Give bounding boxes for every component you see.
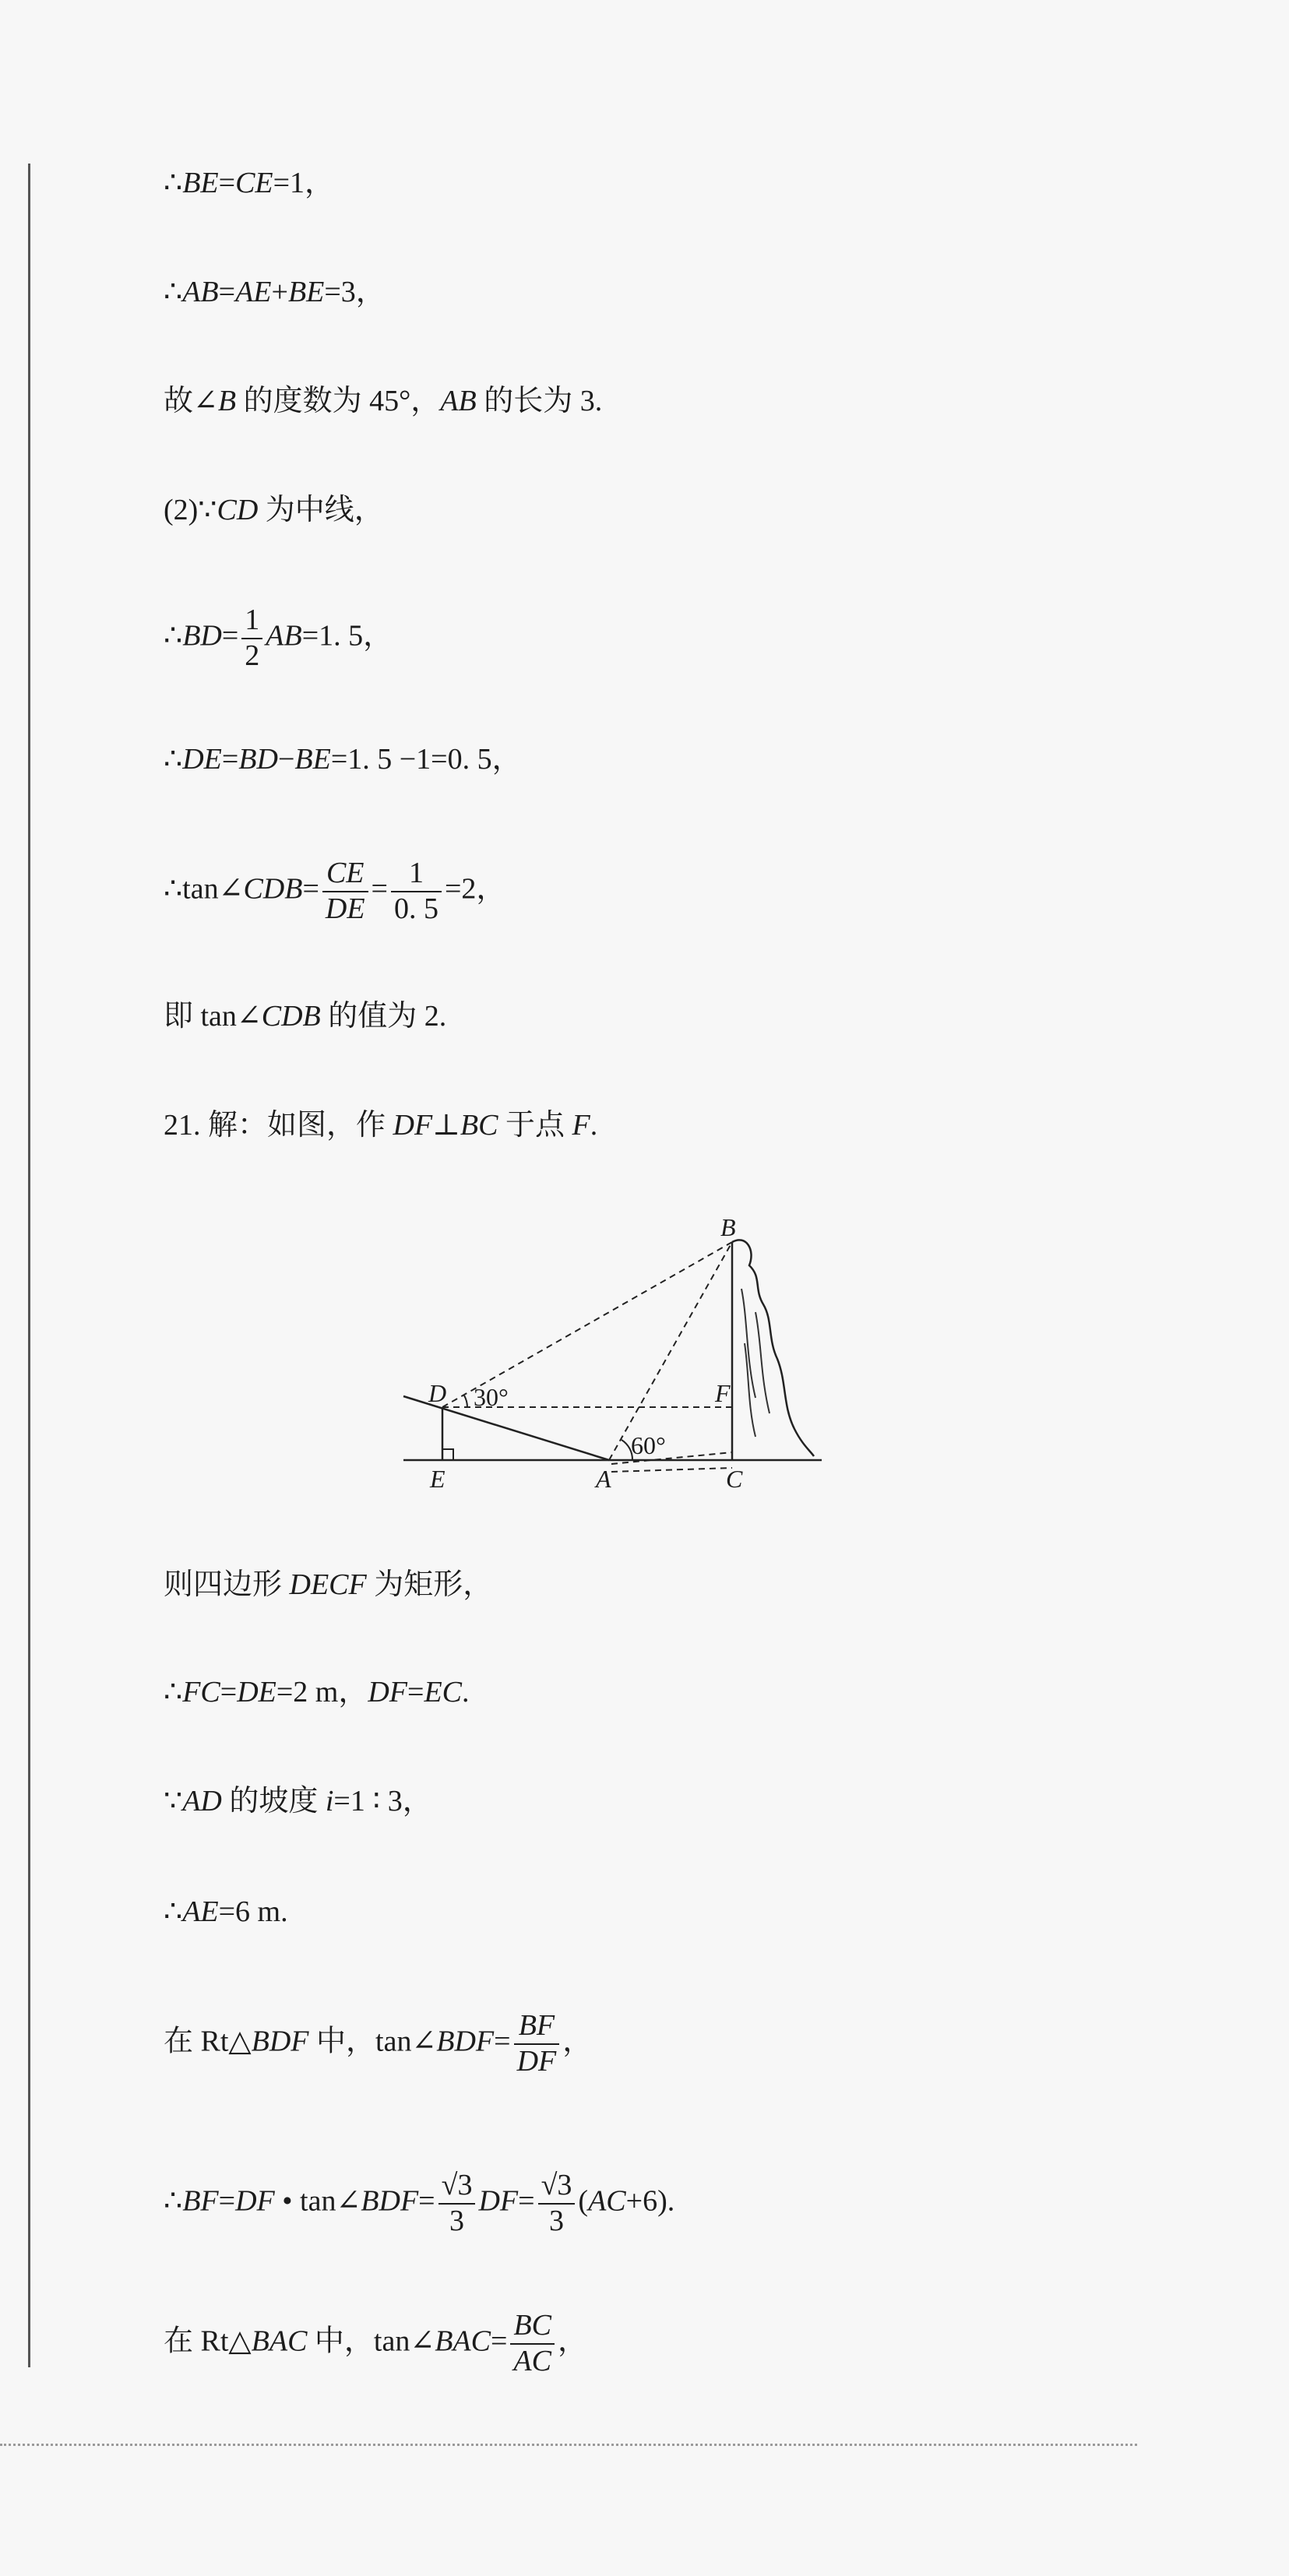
denominator: 3: [449, 2204, 465, 2237]
solution-line-5: [164, 604, 393, 673]
angle-arc-30: [464, 1395, 467, 1407]
text: =1. 5 −1=0. 5，: [330, 743, 522, 776]
text: 为矩形，: [366, 1568, 493, 1601]
text: =: [494, 2025, 511, 2058]
numerator: 1: [241, 604, 262, 639]
text: i: [325, 1785, 334, 1818]
denominator: DE: [325, 892, 365, 925]
text: =: [220, 1676, 238, 1709]
text: 则四边形: [164, 1568, 290, 1601]
text: ∴: [164, 1676, 183, 1709]
text: B: [217, 385, 237, 417]
text: DF: [368, 1676, 407, 1709]
fraction: [514, 2009, 560, 2078]
text: 故∠: [164, 385, 218, 417]
text: CE: [235, 167, 273, 199]
text: 为中线，: [258, 494, 384, 526]
text: =: [518, 2184, 535, 2218]
text: 即 tan∠: [164, 1000, 262, 1033]
text: ∴: [164, 167, 183, 199]
solution-line-1: [164, 164, 334, 202]
text: BF: [182, 2184, 219, 2218]
geometry-figure: [389, 1203, 841, 1499]
text: 在 Rt△: [164, 2324, 252, 2358]
denominator: 0. 5: [393, 892, 438, 925]
text: =3，: [324, 276, 386, 308]
text: AB: [182, 276, 219, 308]
text: AE: [182, 1895, 219, 1928]
fraction: [510, 2309, 555, 2378]
numerator: BF: [514, 2009, 560, 2045]
text: DF: [393, 1109, 433, 1142]
label-c: C: [726, 1465, 743, 1493]
text: BAC: [251, 2324, 308, 2358]
text: =: [218, 276, 236, 308]
text: =: [490, 2324, 508, 2358]
solution-line-16: [164, 2309, 587, 2378]
text: =1. 5，: [301, 619, 393, 653]
text: .: [590, 1109, 598, 1142]
dashed-ground-2: [611, 1468, 732, 1472]
text: =: [407, 1676, 424, 1709]
text: AC: [588, 2184, 626, 2218]
text: (: [578, 2184, 589, 2218]
text: BD: [238, 743, 278, 776]
text: =1 ∶ 3，: [333, 1785, 432, 1818]
text: 的度数为 45°，: [236, 385, 441, 417]
solution-line-2: [164, 273, 386, 311]
problem-21-heading: [164, 1106, 597, 1145]
text: ，: [557, 2324, 587, 2358]
text: ⊥: [432, 1109, 460, 1142]
label-a: A: [596, 1465, 611, 1493]
bottom-dotted-line: [0, 2444, 1137, 2446]
solution-line-13: [164, 1892, 288, 1931]
label-d: D: [428, 1379, 447, 1407]
fraction: [538, 2169, 576, 2238]
text: BDF: [251, 2025, 309, 2058]
angle-label-60: 60°: [631, 1431, 666, 1459]
solution-line-14: [164, 2009, 592, 2078]
numerator: CE: [322, 857, 368, 892]
fraction: [438, 2169, 476, 2238]
text: ∴: [164, 2184, 183, 2218]
text: =: [302, 872, 319, 906]
text: DE: [182, 743, 222, 776]
numerator: 1: [391, 857, 442, 892]
text: F: [572, 1109, 590, 1142]
label-b: B: [720, 1213, 736, 1241]
cliff-outline: [732, 1240, 814, 1456]
text: =: [221, 743, 239, 776]
text: ∴: [164, 743, 183, 776]
numerator: √3: [438, 2169, 476, 2205]
numerator: √3: [538, 2169, 576, 2205]
text: AD: [182, 1785, 222, 1818]
text: BE: [182, 167, 219, 199]
text: AE: [235, 276, 272, 308]
text: CDB: [261, 1000, 321, 1033]
text: +6).: [625, 2184, 675, 2218]
text: BDF: [436, 2025, 495, 2058]
dashed-ground-1: [611, 1452, 732, 1464]
text: DECF: [289, 1568, 367, 1601]
solution-line-7: [164, 857, 505, 926]
text: .: [462, 1676, 470, 1709]
solution-line-15: [164, 2169, 674, 2238]
angle-label-30: 30°: [474, 1383, 509, 1411]
text: CDB: [243, 872, 303, 906]
text: =: [221, 619, 239, 653]
text: =: [418, 2184, 435, 2218]
text: AB: [440, 385, 477, 417]
text: (2)∵: [164, 494, 217, 526]
text: 21. 解：如图，作: [164, 1109, 393, 1142]
text: EC: [424, 1676, 462, 1709]
numerator: BC: [510, 2309, 555, 2345]
denominator: DF: [516, 2044, 557, 2078]
text: DF: [478, 2184, 519, 2218]
text: ∵: [164, 1785, 183, 1818]
text: ，: [562, 2025, 593, 2058]
text: =2，: [444, 872, 506, 906]
text: 于点: [498, 1109, 572, 1142]
text: 的值为 2.: [320, 1000, 447, 1033]
text: 中，tan∠: [308, 2025, 437, 2058]
text: BE: [294, 743, 331, 776]
fraction: [322, 857, 368, 926]
text: =: [371, 872, 388, 906]
text: CD: [217, 494, 259, 526]
text: =: [218, 2184, 236, 2218]
label-e: E: [430, 1465, 446, 1493]
text: DF: [235, 2184, 275, 2218]
text: BE: [287, 276, 325, 308]
fraction: [241, 604, 262, 673]
cliff-texture: [741, 1289, 770, 1437]
text: 中，tan∠: [307, 2324, 435, 2358]
text: ∴: [164, 1895, 183, 1928]
text: =6 m.: [218, 1895, 288, 1928]
text: ∴: [164, 619, 183, 653]
text: 的坡度: [221, 1785, 326, 1818]
solution-line-3: [164, 382, 602, 421]
text: =2 m，: [276, 1676, 368, 1709]
text: 的长为 3.: [476, 385, 603, 417]
left-margin-line: [28, 164, 30, 2367]
text: −: [277, 743, 295, 776]
text: FC: [182, 1676, 220, 1709]
fraction: [391, 857, 442, 926]
solution-line-10: [164, 1565, 492, 1604]
solution-line-4: [164, 491, 384, 530]
text: +: [271, 276, 288, 308]
label-f: F: [715, 1379, 731, 1407]
text: BC: [460, 1109, 498, 1142]
text: =1，: [273, 167, 335, 199]
solution-line-12: [164, 1782, 432, 1821]
dashed-ab: [609, 1242, 732, 1460]
solution-line-11: [164, 1673, 470, 1712]
text: BD: [182, 619, 222, 653]
solution-line-6: [164, 740, 522, 779]
text: DE: [237, 1676, 276, 1709]
text: ∴: [164, 276, 183, 308]
solution-line-8: [164, 997, 446, 1036]
text: BDF: [361, 2184, 419, 2218]
text: ∴tan∠: [164, 872, 244, 906]
right-angle-mark: [442, 1449, 453, 1460]
denominator: 3: [548, 2204, 564, 2237]
text: 在 Rt△: [164, 2025, 252, 2058]
text: =: [218, 167, 236, 199]
text: • tan∠: [274, 2184, 361, 2218]
text: AB: [266, 619, 302, 653]
denominator: AC: [513, 2344, 551, 2377]
text: BAC: [435, 2324, 491, 2358]
denominator: 2: [245, 639, 260, 672]
